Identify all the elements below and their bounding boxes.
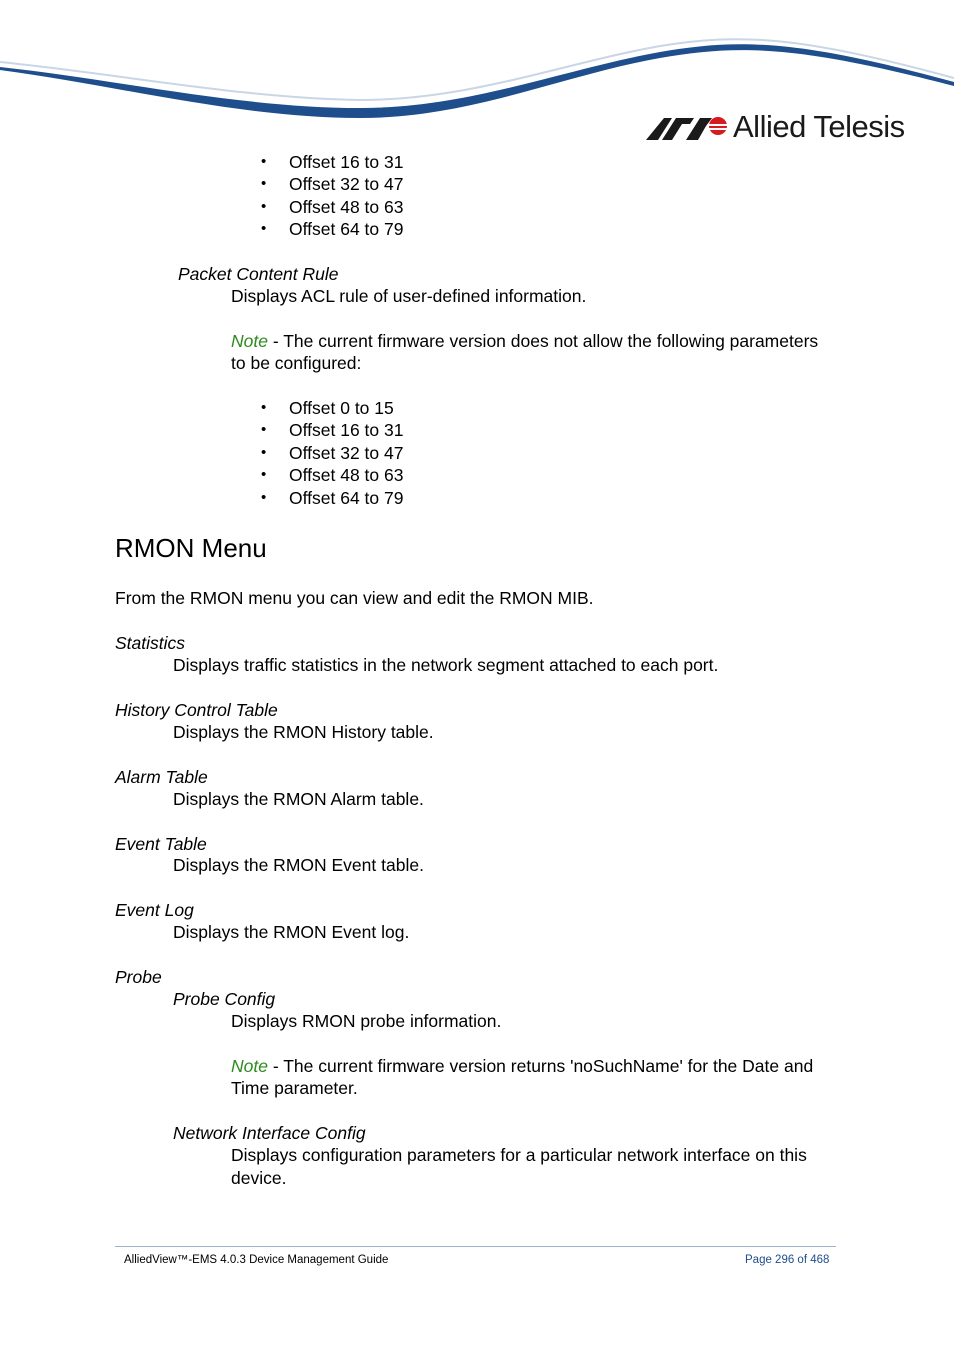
event-table-term: Event Table — [115, 834, 207, 854]
history-control-table-description: Displays the RMON History table. — [173, 722, 434, 742]
probe-config-term: Probe Config — [173, 989, 276, 1009]
probe-config-note — [231, 1055, 813, 1077]
logo-mark-icon — [646, 112, 730, 144]
network-interface-config-term: Network Interface Config — [173, 1123, 366, 1143]
list-item: • Offset 48 to 63 — [261, 464, 403, 486]
offset-list-top — [261, 151, 403, 241]
note-label: Note — [231, 1056, 268, 1076]
offset-list-packet — [261, 397, 403, 509]
event-table-description: Displays the RMON Event table. — [173, 855, 424, 875]
packet-content-rule-description: Displays ACL rule of user-defined information. — [231, 286, 587, 306]
network-interface-config-description-cont: device. — [231, 1168, 287, 1188]
note-label: Note — [231, 331, 268, 351]
list-item: • Offset 16 to 31 — [261, 151, 403, 173]
footer-page-number: Page 296 of 468 — [745, 1254, 830, 1266]
list-item: • Offset 64 to 79 — [261, 487, 403, 509]
packet-content-rule-note-cont: to be configured: — [231, 353, 362, 373]
section-intro: From the RMON menu you can view and edit the RMON MIB. — [115, 588, 594, 608]
alarm-table-term: Alarm Table — [115, 767, 208, 787]
section-heading: RMON Menu — [115, 533, 267, 563]
event-log-term: Event Log — [115, 900, 194, 920]
statistics-term: Statistics — [115, 633, 186, 653]
event-log-description: Displays the RMON Event log. — [173, 922, 410, 942]
list-item: • Offset 32 to 47 — [261, 173, 403, 195]
list-item: • Offset 16 to 31 — [261, 419, 403, 441]
statistics-description: Displays traffic statistics in the network segment attached to each port. — [173, 655, 719, 675]
logo-text: Allied Telesis — [733, 109, 905, 144]
note-text: - The current firmware version returns 'noSuchName' for the Date and — [267, 1056, 814, 1076]
probe-config-description: Displays RMON probe information. — [231, 1011, 502, 1031]
packet-content-rule-note — [231, 330, 818, 352]
list-item: • Offset 64 to 79 — [261, 218, 403, 240]
list-item: • Offset 32 to 47 — [261, 442, 403, 464]
alarm-table-description: Displays the RMON Alarm table. — [173, 789, 424, 809]
probe-config-note-cont: Time parameter. — [231, 1078, 358, 1098]
footer-document-title: AlliedView™-EMS 4.0.3 Device Management Guide — [124, 1254, 389, 1266]
note-text: - The current firmware version does not allow the following parameters — [267, 331, 819, 351]
packet-content-rule-term: Packet Content Rule — [178, 264, 339, 284]
list-item: • Offset 48 to 63 — [261, 196, 403, 218]
list-item: • Offset 0 to 15 — [261, 397, 403, 419]
company-logo — [646, 109, 905, 146]
header-swoosh — [0, 0, 954, 125]
probe-term: Probe — [115, 967, 162, 987]
footer-divider — [115, 1246, 836, 1247]
network-interface-config-description: Displays configuration parameters for a particular network interface on this — [231, 1145, 807, 1165]
history-control-table-term: History Control Table — [115, 700, 278, 720]
